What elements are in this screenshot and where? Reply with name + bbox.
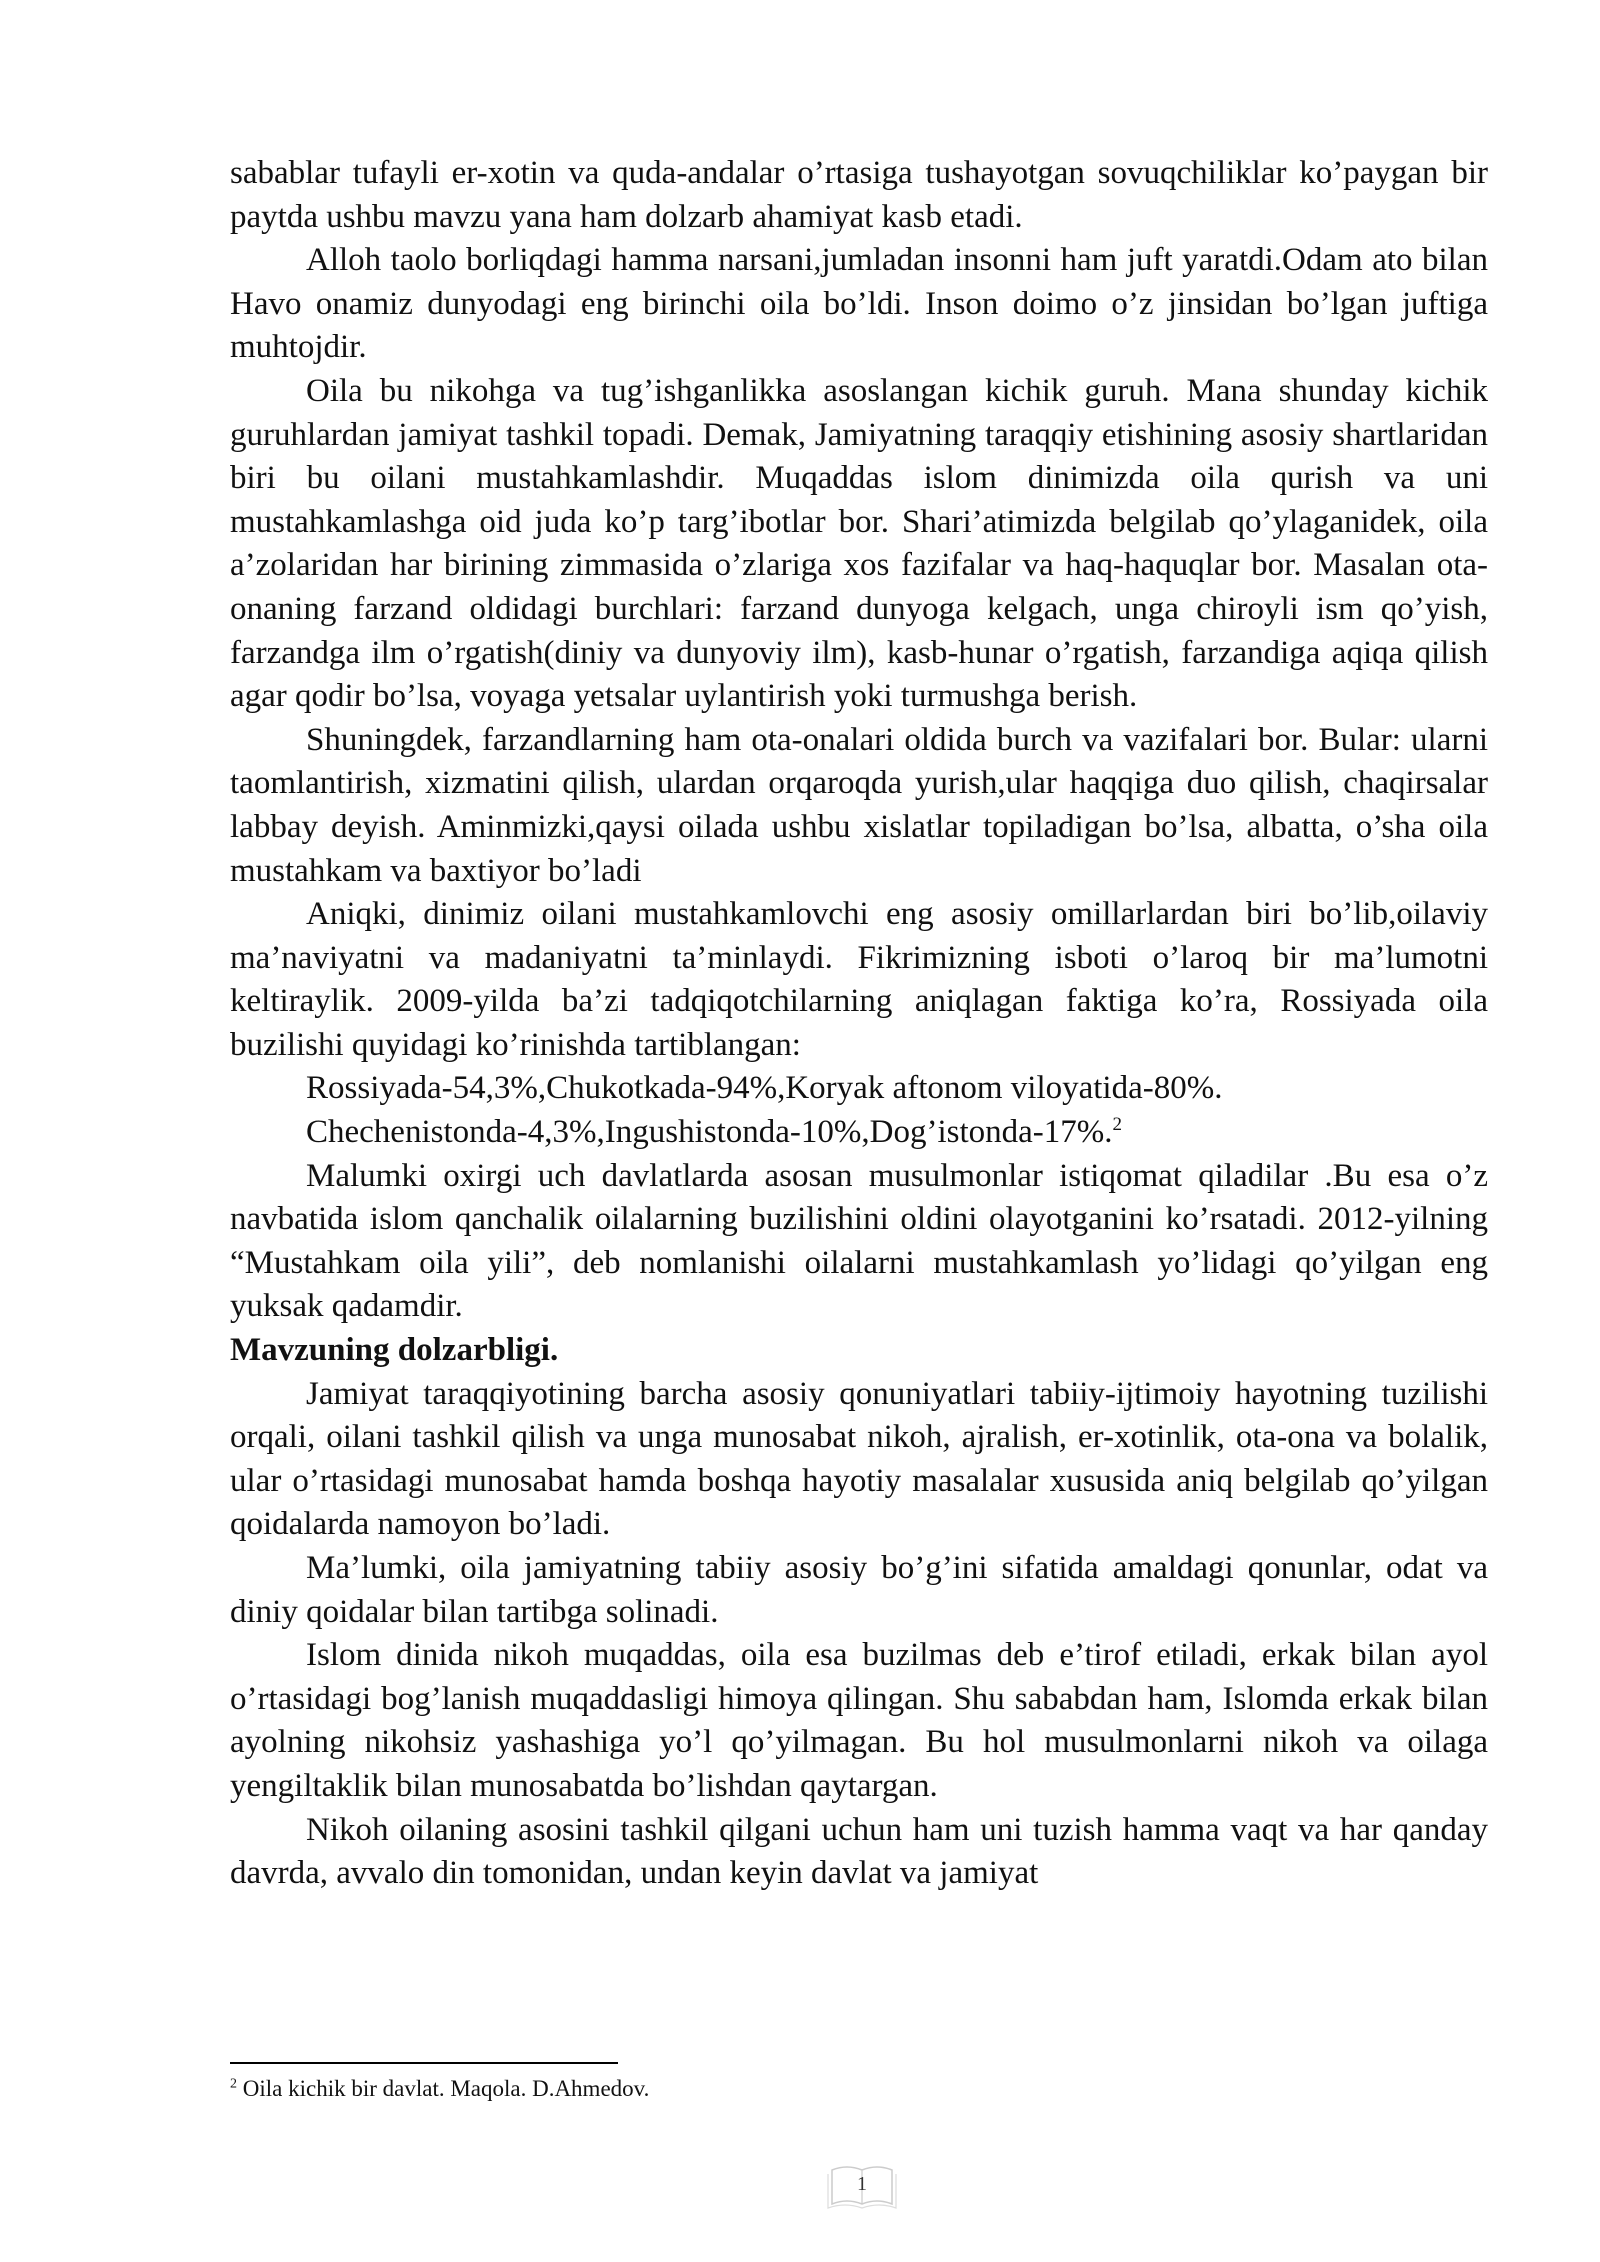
footnote-reference: 2 <box>1112 1114 1123 1136</box>
paragraph: Jamiyat taraqqiyotining barcha asosiy qonuniyatlari tabiiy-ijtimoiy hayotning tuzilishi orqali, oilani tashkil qilish va unga munosabat nikoh, ajralish, er-xotinlik, ota-ona va bolalik, ular o’rtasidagi munosabat hamda boshqa hayotiy masalalar xususida aniq belgilab qo’yilgan qoidalarda namoyon bo’ladi. <box>230 1375 1488 1543</box>
statistics-line <box>230 1111 1488 1155</box>
footnote-number: 2 <box>230 2076 237 2092</box>
paragraph: Islom dinida nikoh muqaddas, oila esa buzilmas deb e’tirof etiladi, erkak bilan ayol o’rtasidagi bog’lanish muqaddasligi himoya qilingan. Shu sababdan ham, Islomda erkak bilan ayolning nikohsiz yashashiga yo’l qo’yilmagan. Bu hol musulmonlarni nikoh va oilaga yengiltaklik bilan munosabatda bo’lishdan qaytargan. <box>230 1637 1488 1804</box>
paragraph: Oila bu nikohga va tug’ishganlikka asoslangan kichik guruh. Mana shunday kichik guruhlardan jamiyat tashkil topadi. Demak, Jamiyatning taraqqiy etishining asosiy shartlaridan biri bu oilani mustahkamlashdir. Muqaddas islom dinimizda oila qurish va uni mustahkamlashga oid juda ko’p targ’ibotlar bor. Shari’atimizda belgilab qo’ylaganidek, oila a’zolaridan har birining zimmasida o’zlariga xos fazifalar va haq-haquqlar bor. Masalan ota-onaning farzand oldidagi burchlari: farzand dunyoga kelgach, unga chiroyli ism qo’yish, farzandga ilm o’rgatish(diniy va dunyoviy ilm), kasb-hunar o’rgatish, farzandiga aqiqa qilish agar qodir bo’lsa, voyaga yetsalar uylantirish yoki turmushga berish. <box>230 372 1488 715</box>
paragraph: Nikoh oilaning asosini tashkil qilgani uchun ham uni tuzish hamma vaqt va har qanday davrda, avvalo din tomonidan, undan keyin davlat va jamiyat <box>230 1811 1488 1892</box>
section-heading: Mavzuning dolzarbligi. <box>230 1332 559 1369</box>
paragraph-continuation: sabablar tufayli er-xotin va quda-andalar o’rtasiga tushayotgan sovuqchiliklar ko’paygan bir paytda ushbu mavzu yana ham dolzarb ahamiyat kasb etadi. <box>230 155 1488 235</box>
statistics-text: Chechenistonda-4,3%,Ingushistonda-10%,Dog’istonda-17%. <box>306 1114 1113 1151</box>
paragraph: Alloh taolo borliqdagi hamma narsani,jumladan insonni ham juft yaratdi.Odam ato bilan Havo onamiz dunyodagi eng birinchi oila bo’ldi. Inson doimo o’z jinsidan bo’lgan juftiga muhtojdir. <box>230 242 1488 366</box>
page-number-badge <box>822 2156 902 2212</box>
paragraph: Shuningdek, farzandlarning ham ota-onalari oldida burch va vazifalari bor. Bular: ularni taomlantirish, xizmatini qilish, ulardan orqaroqda yurish,ular haqqiga duo qilish, chaqirsalar labbay deyish. Aminmizki,qaysi oilada ushbu xislatlar topiladigan bo’lsa, albatta, o’sha oila mustahkam va baxtiyor bo’ladi <box>230 721 1488 889</box>
statistics-line: Rossiyada-54,3%,Chukotkada-94%,Koryak aftonom viloyatida-80%. <box>306 1070 1223 1107</box>
paragraph: Malumki oxirgi uch davlatlarda asosan musulmonlar istiqomat qiladilar .Bu esa o’z navbatida islom qanchalik oilalarning buzilishini oldini olayotganini ko’rsatadi. 2012-yilning “Mustahkam oila yili”, deb nomlanishi oilalarni mustahkamlash yo’lidagi qo’yilgan eng yuksak qadamdir. <box>230 1157 1488 1325</box>
paragraph: Aniqki, dinimiz oilani mustahkamlovchi eng asosiy omillarlardan biri bo’lib,oilaviy ma’naviyatni va madaniyatni ta’minlaydi. Fikrimizning isboti o’laroq bir ma’lumotni keltiraylik. 2009-yilda ba’zi tadqiqotchilarning aniqlagan faktiga ko’ra, Rossiyada oila buzilishi quyidagi ko’rinishda tartiblangan: <box>230 896 1488 1063</box>
footnote-separator <box>230 2062 618 2064</box>
footnote <box>230 2074 1488 2104</box>
paragraph: Ma’lumki, oila jamiyatning tabiiy asosiy bo’g’ini sifatida amaldagi qonunlar, odat va diniy qoidalar bilan tartibga solinadi. <box>230 1550 1488 1630</box>
page-number: 1 <box>857 2173 867 2195</box>
body-text <box>230 152 1488 1896</box>
footnote-text: Oila kichik bir davlat. Maqola. D.Ahmedov. <box>237 2076 650 2101</box>
